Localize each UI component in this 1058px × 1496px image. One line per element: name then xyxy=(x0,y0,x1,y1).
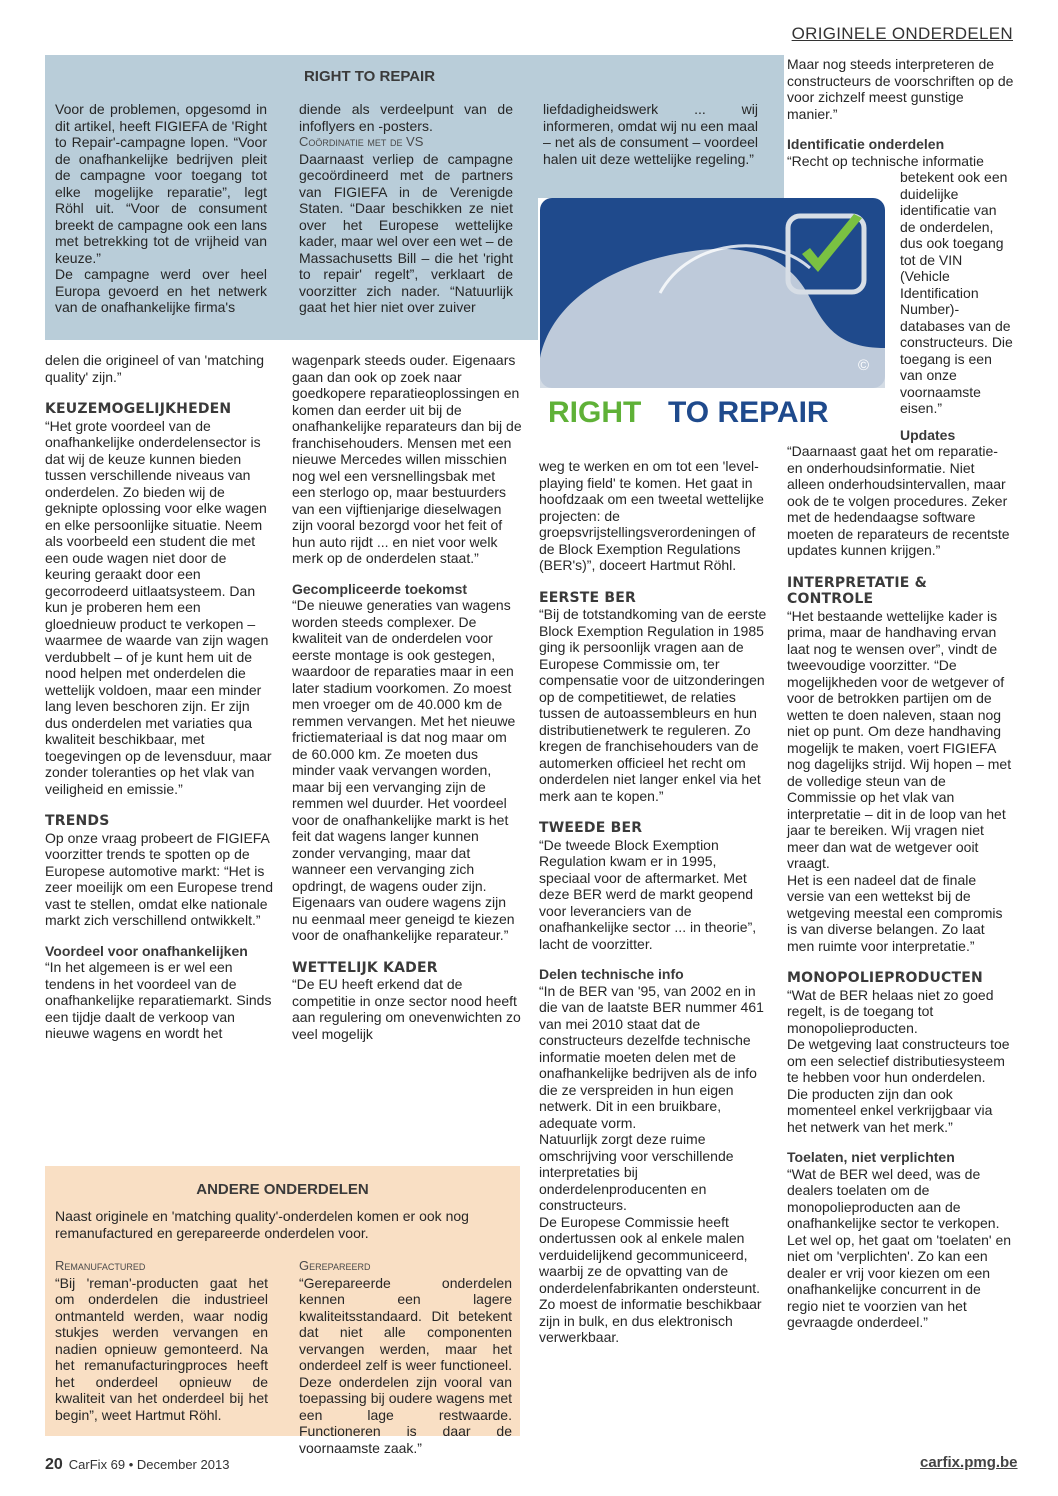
rtr-col3-text: liefdadigheidswerk ... wij informeren, omdat wij nu een maal – net als de consument – voordeel halen uit deze wettelijke regeling.” xyxy=(543,101,758,167)
col3-paragraph-1: weg te werken en om tot een 'level-playing field' te komen. Het gaat in hoofdzaak om een tweetal wettelijke projecten: de groepsvrijstellingsverordeningen of de Block Exemption Regulations (BER's)”, doceert Hartmut Röhl. xyxy=(539,458,764,573)
col1-intro: delen die origineel of van 'matching quality' zijn.” xyxy=(45,352,265,385)
andere-col2-text: “Gerepareerde onderdelen kennen een lagere kwaliteitsstandaard. Dit betekent dat niet alle componenten vervangen werden, maar het onderdeel zelf is weer functioneel. Deze onderdelen zijn vooral van toepassing bij oudere wagens met een lage restwaarde. Functioneren is daar de voornaamste zaak.” xyxy=(299,1274,512,1456)
logo-text-to-repair: TO REPAIR xyxy=(668,396,829,429)
col4-paragraph-6: “Wat de BER helaas niet zo goed regelt, is de toegang tot monopolieproducten. xyxy=(787,986,994,1036)
heading-interpretatie-controle: INTERPRETATIE & CONTROLE xyxy=(787,574,928,607)
subheading-remanufactured: Remanufactured xyxy=(55,1258,146,1273)
col4-paragraph-9: “Wat de BER wel deed, was de dealers toelaten om de monopolieproducten aan de onafhankelijke sector te verkopen. xyxy=(787,1165,1000,1231)
heading-monopolieproducten: MONOPOLIEPRODUCTEN xyxy=(787,970,983,986)
col1-paragraph-3: “In het algemeen is er wel een tendens in het voordeel van de onafhankelijke reparatiemarkt. Sinds een tijdje daalt de verkoop van nieuwe wagens en wordt het xyxy=(45,959,272,1041)
col4-paragraph-4: “Het bestaande wettelijke kader is prima, maar de handhaving ervan laat nog te wensen over”, vindt de tweevoudige voorzitter. “De mogelijkheden voor de wetgever of voor de betrokken partijen om de wetten te doen naleven, staan nog niet op punt. Om deze handhaving mogelijk te maken, voert FIGIEFA nog dagelijks strijd. Wij hopen – met de volledige steun van de Commissie op het vlak van interpretatie – dit in de loop van het jaar te bereiken. Wij vragen niet meer dan wat de wetgever ooit vraagt. xyxy=(787,607,1012,871)
subheading-updates: Updates xyxy=(900,426,956,443)
heading-wettelijk-kader: WETTELIJK KADER xyxy=(292,959,438,976)
logo-copyright: © xyxy=(858,357,870,374)
heading-trends: TRENDS xyxy=(45,813,110,829)
andere-onderdelen-title: ANDERE ONDERDELEN xyxy=(196,1181,369,1198)
column-1 xyxy=(45,352,275,1042)
andere-onderdelen-box xyxy=(45,1166,520,1456)
col2-paragraph-2: “De nieuwe generaties van wagens worden steeds complexer. De kwaliteit van de onderdelen voor eerste montage is ook gestegen, waardoor de reparaties maar in een later stadium voorkomen. Zo moest men vroeger om de 40.000 km de remmen vervangen. Met het nieuwe frictiemateriaal is dat nog maar om de 60.000 km. Ze moeten dus minder vaak vervangen worden, maar bij een vervanging zijn de remmen wel duurder. Het voordeel voor de onafhankelijke markt is het feit dat wagens langer kunnen zonder vervanging, maar dat wanneer een vervanging zich opdringt, de wagens ouder zijn. Eigenaars van oudere wagens zijn nu eenmaal meer geneigd te kiezen voor de onafhankelijke reparateur.” xyxy=(292,597,516,943)
andere-col1-text: “Bij 'reman'-producten gaat het om onderdelen die industrieel ontmanteld werden, waar nodig stukjes werden vervangen en nadien opnieuw gemonteerd. Na het remanufacturingproces heeft het onderdeel opnieuw de kwaliteit van het onderdeel bij het begin”, weet Hartmut Röhl. xyxy=(55,1274,268,1423)
right-to-repair-col3 xyxy=(543,101,758,167)
right-to-repair-title: RIGHT TO REPAIR xyxy=(303,68,436,85)
rtr-col2-subheading: Coördinatie met de VS xyxy=(299,134,424,149)
subheading-toelaten: Toelaten, niet verplichten xyxy=(787,1149,955,1165)
rtr-col1-text: Voor de problemen, opgesomd in dit artikel, heeft FIGIEFA de 'Right to Repair'-campagne lopen. “Voor de onafhankelijke bedrijven pleit de campagne voor toegang tot elke mogelijke reparatie”, legt Röhl uit. “Voor de consument breekt de campagne ook een lans met betrekking tot de vrijheid van keuze.” xyxy=(55,101,267,266)
section-header: ORIGINELE ONDERDELEN xyxy=(791,24,1013,43)
col4-paragraph-2b: betekent ook een duidelijke identificatie van de onderdelen, dus ook toegang tot de VIN (Vehicle Identification Number)-databases van de constructeurs. Die toegang is een van onze voornaamste eisen.” xyxy=(900,169,1013,416)
right-to-repair-col2 xyxy=(299,101,513,316)
subheading-voordeel: Voordeel voor onafhankelijken xyxy=(45,942,248,959)
rtr-col1-text-b: De campagne werd over heel Europa gevoerd en het netwerk van de onafhankelijke firma's xyxy=(55,266,267,315)
footer-left xyxy=(45,1456,229,1474)
andere-col2 xyxy=(299,1258,512,1456)
page-number: 20 xyxy=(45,1456,63,1473)
column-2 xyxy=(292,352,522,1042)
col3-paragraph-4: “In de BER van '95, van 2002 en in die van de laatste BER nummer 461 van mei 2010 staat dat de constructeurs dezelfde technische informatie moeten delen met de onafhankelijke bedrijven als de info die ze verspreiden in hun eigen netwerk. Dit in een bruikbare, adequate vorm. xyxy=(539,982,764,1131)
subheading-identificatie: Identificatie onderdelen xyxy=(787,136,945,152)
col2-paragraph-3: “De EU heeft erkend dat de competitie in onze sector nood heeft aan regulering om onevenwichten zo veel mogelijk xyxy=(292,976,521,1042)
heading-keuzemogelijkheden: KEUZEMOGELIJKHEDEN xyxy=(45,401,232,417)
col3-paragraph-5: Natuurlijk zorgt deze ruime omschrijving voor verschillende interpretaties bij onderdelenproducenten en constructeurs. xyxy=(539,1131,734,1213)
rtr-col2-text-a: diende als verdeelpunt van de infoflyers en -posters. xyxy=(299,101,513,134)
col1-paragraph-1: “Het grote voordeel van de onafhankelijke onderdelensector is dat wij de keuze kunnen bieden tussen verschillende niveaus van onderdelen. Zo bieden wij de geknipte oplossing voor elke wagen en elke persoonlijke situatie. Neem als voorbeeld een student die met een oude wagen niet door de keuring geraakt door een gecorrodeerd uitlaatsysteem. Dan kun je proberen hem een gloednieuw product te verkopen – waarmee de waarde van zijn wagen verdubbelt – of je kunt hem uit de nood helpen met onderdelen die wettelijk voldoen, maar een minder lang leven beschoren zijn. Er zijn dus onderdelen met variaties qua kwaliteit beschikbaar, met toegevingen op de levensduur, maar zonder toleranties op het vlak van veiligheid en emissie.” xyxy=(45,417,272,797)
issue-info: CarFix 69 • December 2013 xyxy=(68,1457,230,1472)
andere-intro-wrap xyxy=(55,1208,510,1241)
col4-paragraph-1: Maar nog steeds interpreteren de constructeurs de voorschriften op de voor zichzelf meest gunstige manier.” xyxy=(787,56,1014,122)
column-4 xyxy=(787,56,1015,1331)
col3-paragraph-2: “Bij de totstandkoming van de eerste Block Exemption Regulation in 1985 ging ik persoonlijk vragen aan de Europese Commissie om, ter compensatie voor de uitzonderingen op de competitiewet, de relaties tussen de autoassembleurs en hun distributienetwerk te reguleren. Zo kregen de franchisehouders van de automerken officieel het recht om onderdelen niet langer enkel via het merk aan te kopen.” xyxy=(539,606,767,804)
heading-eerste-ber: EERSTE BER xyxy=(539,589,636,606)
column-3 xyxy=(539,458,767,1346)
col4-paragraph-10: Let wel op, het gaat om 'toelaten' en niet om 'verplichten'. Zo kan een dealer er vrij voor kiezen om een onafhankelijke concurrent in de regio niet te voorzien van het gevraagde onderdeel.” xyxy=(787,1231,1012,1330)
right-to-repair-col1 xyxy=(55,101,267,316)
andere-intro: Naast originele en 'matching quality'-onderdelen komen er ook nog remanufactured en gerepareerde onderdelen voor. xyxy=(55,1208,469,1241)
right-to-repair-title-wrap xyxy=(45,68,784,85)
rtr-col2-text-b: Daarnaast verliep de campagne gecoördineerd met de partners van FIGIEFA in de Verenigde Staten. “Daar beschikken ze niet over het Europese wettelijke kader, maar wel over een wet – de Massachusetts Bill – die het 'right to repair' regelt”, verklaart de voorzitter zich nader. “Natuurlijk gaat het hier niet over zuiver xyxy=(299,150,514,315)
col3-paragraph-3: “De tweede Block Exemption Regulation kwam er in 1995, speciaal voor de aftermarket. Met deze BER werd de markt geopend voor leveranciers van de onafhankelijke sector ... in theorie”, lacht de voorzitter. xyxy=(539,836,757,952)
subheading-gecompliceerde-toekomst: Gecompliceerde toekomst xyxy=(292,580,468,597)
subheading-gerepareerd: Gerepareerd xyxy=(299,1258,371,1273)
footer-url-link[interactable]: carfix.pmg.be xyxy=(920,1454,1018,1471)
col4-paragraph-3: “Daarnaast gaat het om reparatie- en onderhoudsinformatie. Niet alleen onderhoudsintervallen, maar ook de te volgen procedures. Zeker met de hedendaagse software moeten de reparateurs de recentste updates kunnen krijgen.” xyxy=(787,443,1010,558)
heading-tweede-ber: TWEEDE BER xyxy=(539,820,643,836)
subheading-delen-technische-info: Delen technische info xyxy=(539,966,684,982)
col4-paragraph-2a: “Recht op technische informatie xyxy=(787,152,984,169)
col4-paragraph-7: De wetgeving laat constructeurs toe om een selectief distributiesysteem te hebben voor hun onderdelen. xyxy=(787,1036,1010,1085)
logo-text-right: RIGHT xyxy=(548,396,642,429)
col4-paragraph-8: Die producten zijn dan ook momenteel enkel verkrijgbaar via het netwerk van het merk.” xyxy=(787,1085,993,1135)
col4-paragraph-5: Het is een nadeel dat de finale versie van een wettekst bij de wetgeving meestal een compromis is van diverse belangen. Zo laat men ruimte voor interpretatie.” xyxy=(787,871,1003,954)
col2-paragraph-1: wagenpark steeds ouder. Eigenaars gaan dan ook op zoek naar goedkopere reparatieoplossingen en komen dan eerder uit bij de onafhankelijke reparateurs dan bij de franchisehouders. Mensen met een nieuwe Mercedes willen misschien nog wel een versnellingsbak met een sterlogo op, maar bestuurders van een vijftienjarige dieselwagen zijn vooral bezorgd voor het feit of hun auto rijdt ... en niet voor welk merk op de onderdelen staat.” xyxy=(292,352,522,566)
col3-paragraph-6: De Europese Commissie heeft ondertussen ook al enkele malen verduidelijkend gecommuniceerd, waarbij ze de opvatting van de onderdelenfabrikanten ondersteunt. Zo moest de informatie beschikbaar zijn in bulk, en dus elektronisch verwerkbaar. xyxy=(539,1213,762,1345)
andere-col1 xyxy=(55,1258,268,1423)
col1-paragraph-2: Op onze vraag probeert de FIGIEFA voorzitter trends te spotten op de Europese automotive markt: “Het is zeer moeilijk om een Europese trend vast te stellen, omdat elke nationale markt zich verschillend ontwikkelt.” xyxy=(45,829,274,928)
